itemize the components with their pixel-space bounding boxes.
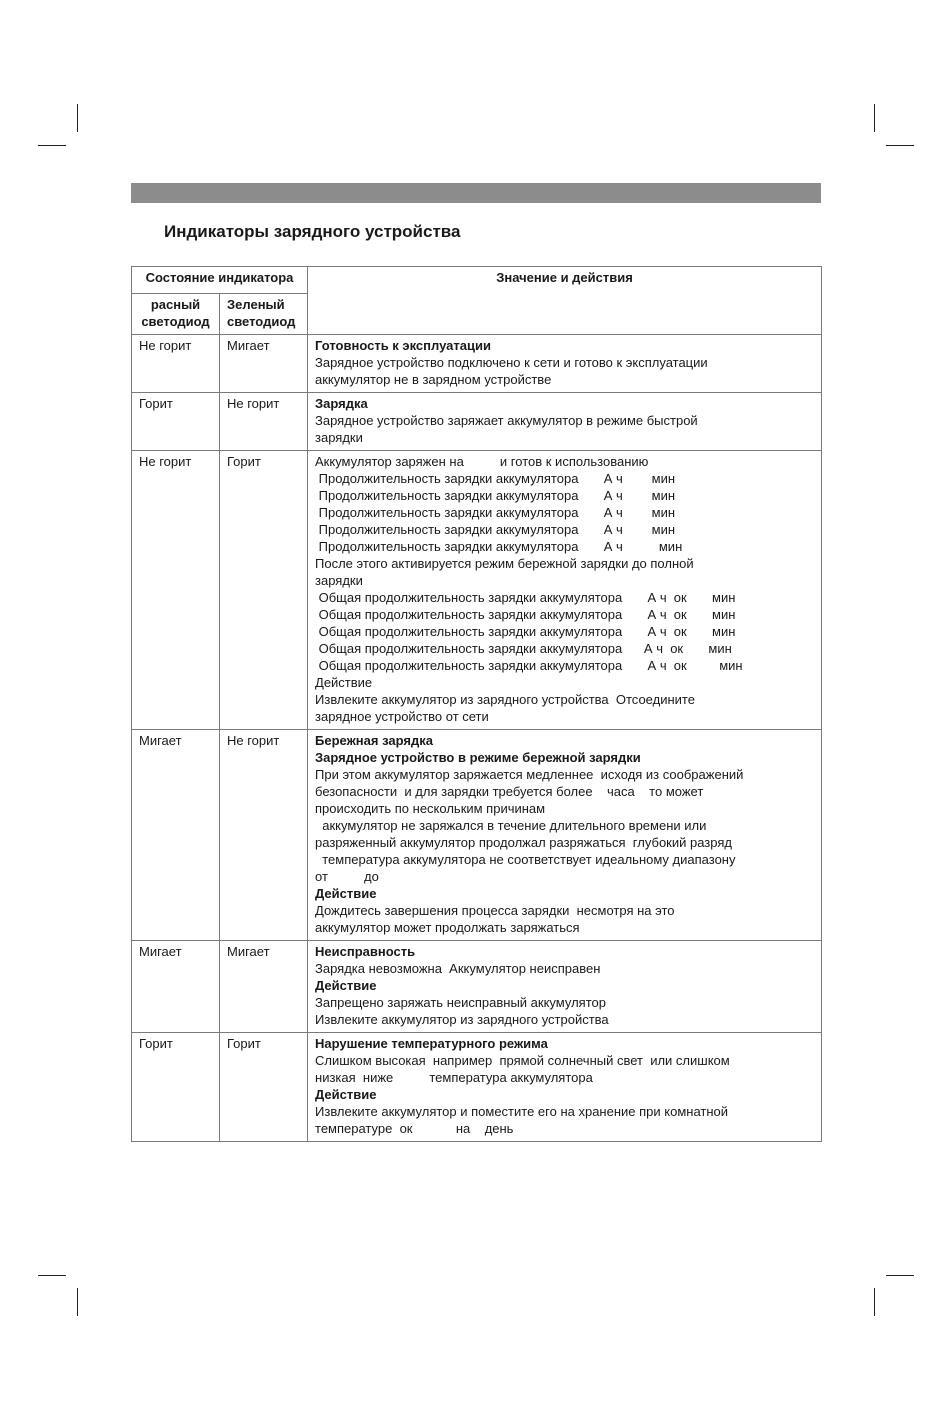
meaning-line: Действие (315, 886, 377, 901)
meaning-cell (308, 941, 822, 1033)
meaning-line: Нарушение температурного режима (315, 1036, 548, 1051)
meaning-line: температура аккумулятора не соответствует идеальному диапазону (315, 852, 736, 867)
meaning-line: Зарядное устройство в режиме бережной зарядки (315, 750, 641, 765)
red-led-state: Не горит (132, 335, 220, 393)
header-line: расный (150, 297, 201, 312)
meaning-cell (308, 335, 822, 393)
section-header-bar (131, 183, 821, 203)
meaning-line: безопасности и для зарядки требуется более часа то может (315, 784, 704, 799)
crop-mark (38, 145, 66, 146)
meaning-line: Действие (315, 978, 377, 993)
meaning-cell (308, 730, 822, 941)
meaning-line: зарядки (315, 430, 363, 445)
meaning-line: После этого активируется режим бережной зарядки до полной (315, 556, 694, 571)
red-led-state: Горит (132, 393, 220, 451)
crop-mark (77, 104, 78, 132)
table-header-row (132, 267, 822, 294)
table-row (132, 335, 822, 393)
table-row (132, 941, 822, 1033)
crop-mark (886, 1275, 914, 1276)
meaning-line: Запрещено заряжать неисправный аккумулятор (315, 995, 606, 1010)
meaning-line: Продолжительность зарядки аккумулятора А ч мин (315, 505, 676, 520)
red-led-state: Горит (132, 1033, 220, 1142)
meaning-cell (308, 1033, 822, 1142)
green-led-header (220, 294, 308, 335)
meaning-line: Зарядное устройство заряжает аккумулятор в режиме быстрой (315, 413, 698, 428)
green-led-state: Мигает (220, 941, 308, 1033)
crop-mark (874, 1288, 875, 1316)
meaning-line: Аккумулятор заряжен на и готов к использованию (315, 454, 649, 469)
green-led-state: Мигает (220, 335, 308, 393)
indicator-table (131, 266, 822, 1142)
meaning-line: Общая продолжительность зарядки аккумулятора А ч ок мин (315, 590, 736, 605)
meaning-line: Извлеките аккумулятор из зарядного устройства Отсоедините (315, 692, 695, 707)
meaning-cell (308, 451, 822, 730)
meaning-line: разряженный аккумулятор продолжал разряжаться глубокий разряд (315, 835, 732, 850)
header-line: светодиод (141, 314, 210, 329)
crop-mark (77, 1288, 78, 1316)
green-led-state: Горит (220, 1033, 308, 1142)
state-header: Состояние индикатора (132, 267, 308, 294)
meaning-line: Общая продолжительность зарядки аккумулятора А ч ок мин (315, 624, 736, 639)
green-led-state: Не горит (220, 730, 308, 941)
meaning-cell (308, 393, 822, 451)
header-line: светодиод (227, 314, 296, 329)
meaning-line: зарядное устройство от сети (315, 709, 489, 724)
meaning-line: Неисправность (315, 944, 416, 959)
red-led-state: Не горит (132, 451, 220, 730)
red-led-header (132, 294, 220, 335)
red-led-state: Мигает (132, 730, 220, 941)
meaning-line: Дождитесь завершения процесса зарядки несмотря на это (315, 903, 675, 918)
meaning-line: Слишком высокая например прямой солнечный свет или слишком (315, 1053, 730, 1068)
meaning-line: Извлеките аккумулятор и поместите его на хранение при комнатной (315, 1104, 729, 1119)
meaning-line: температуре ок на день (315, 1121, 514, 1136)
meaning-header: Значение и действия (308, 267, 822, 335)
meaning-line: от до (315, 869, 379, 884)
meaning-line: Зарядка невозможна Аккумулятор неисправен (315, 961, 601, 976)
meaning-line: Бережная зарядка (315, 733, 433, 748)
crop-mark (886, 145, 914, 146)
meaning-line: При этом аккумулятор заряжается медленнее исходя из соображений (315, 767, 744, 782)
meaning-line: Продолжительность зарядки аккумулятора А ч мин (315, 471, 676, 486)
green-led-state: Не горит (220, 393, 308, 451)
meaning-line: Продолжительность зарядки аккумулятора А ч мин (315, 539, 683, 554)
meaning-line: Готовность к эксплуатации (315, 338, 491, 353)
header-line: Зеленый (227, 297, 285, 312)
page-title: Индикаторы зарядного устройства (164, 222, 461, 241)
crop-mark (38, 1275, 66, 1276)
meaning-line: Общая продолжительность зарядки аккумулятора А ч ок мин (315, 641, 732, 656)
meaning-line: Извлеките аккумулятор из зарядного устройства (315, 1012, 609, 1027)
meaning-line: аккумулятор не заряжался в течение длительного времени или (315, 818, 707, 833)
table-row (132, 730, 822, 941)
meaning-line: Действие (315, 1087, 377, 1102)
meaning-line: аккумулятор может продолжать заряжаться (315, 920, 580, 935)
meaning-line: Зарядка (315, 396, 368, 411)
meaning-line: аккумулятор не в зарядном устройстве (315, 372, 552, 387)
meaning-line: низкая ниже температура аккумулятора (315, 1070, 593, 1085)
meaning-line: Действие (315, 675, 373, 690)
table-row (132, 393, 822, 451)
meaning-line: Общая продолжительность зарядки аккумулятора А ч ок мин (315, 658, 743, 673)
red-led-state: Мигает (132, 941, 220, 1033)
table-row (132, 451, 822, 730)
meaning-line: Зарядное устройство подключено к сети и готово к эксплуатации (315, 355, 708, 370)
meaning-line: Общая продолжительность зарядки аккумулятора А ч ок мин (315, 607, 736, 622)
crop-mark (874, 104, 875, 132)
meaning-line: Продолжительность зарядки аккумулятора А ч мин (315, 488, 676, 503)
green-led-state: Горит (220, 451, 308, 730)
meaning-line: Продолжительность зарядки аккумулятора А ч мин (315, 522, 676, 537)
meaning-line: зарядки (315, 573, 363, 588)
meaning-line: происходить по нескольким причинам (315, 801, 546, 816)
table-body (132, 335, 822, 1142)
table-row (132, 1033, 822, 1142)
